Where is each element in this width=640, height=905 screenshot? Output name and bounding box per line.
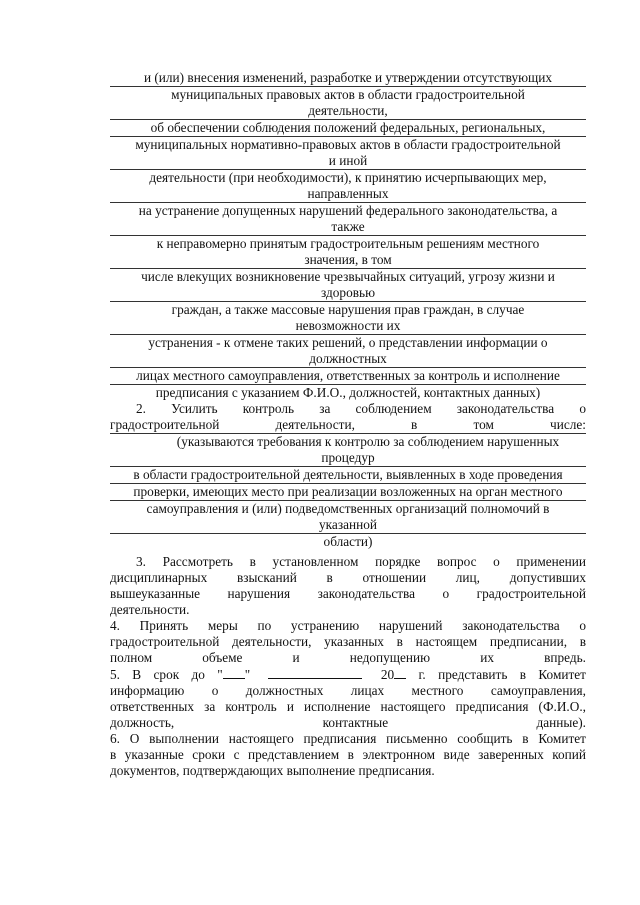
underlined-line: деятельности,	[110, 103, 586, 120]
document-body	[110, 70, 586, 779]
underlined-line: невозможности их	[110, 318, 586, 335]
day-blank	[223, 666, 245, 679]
item-6	[110, 731, 586, 779]
underlined-line: граждан, а также массовые нарушения прав граждан, в случае	[171, 302, 525, 317]
year-prefix: 20	[380, 667, 395, 682]
paragraph-line: вышеуказанные нарушения законодательства о градостроительной	[110, 586, 586, 601]
paragraph-line: документов, подтверждающих выполнение предписания.	[110, 763, 435, 778]
month-blank	[268, 666, 362, 679]
item-3	[110, 554, 586, 618]
paragraph-line: деятельности.	[110, 602, 190, 617]
underlined-line: в области градостроительной деятельности, выявленных в ходе проведения	[110, 467, 586, 484]
underlined-block-requirements	[110, 70, 586, 401]
underlined-line: здоровью	[110, 285, 586, 302]
item-2-line-2: градостроительной деятельности, в том числе:	[110, 417, 586, 432]
paragraph-line: полном объеме и недопущению их впредь.	[110, 650, 586, 665]
underlined-line: об обеспечении соблюдения положений федеральных, региональных,	[110, 120, 586, 137]
paragraph-line: дисциплинарных взысканий в отношении лиц, допустивших	[110, 570, 586, 585]
item-4	[110, 618, 586, 666]
quote-close: "	[244, 667, 251, 682]
paragraph-line: 4. Принять меры по устранению нарушений законодательства о	[110, 618, 586, 633]
deadline-suffix: г. представить в Комитет	[418, 667, 586, 682]
underlined-line: значения, в том	[110, 252, 586, 269]
paragraph-line: ответственных за контроль и исполнение настоящего предписания (Ф.И.О.,	[110, 699, 586, 714]
underlined-line: также	[110, 219, 586, 236]
underlined-line: и (или) внесения изменений, разработке и утверждении отсутствующих	[110, 70, 586, 87]
year-blank	[394, 666, 406, 679]
underlined-line: процедур	[110, 450, 586, 467]
underlined-line: числе влекущих возникновение чрезвычайных ситуаций, угрозу жизни и	[141, 269, 555, 284]
underlined-line: лицах местного самоуправления, ответственных за контроль и исполнение	[110, 368, 586, 385]
underlined-line: к неправомерно принятым градостроительным решениям местного	[156, 236, 540, 251]
underlined-line: муниципальных нормативно-правовых актов в области градостроительной	[135, 137, 561, 152]
paragraph-line: 3. Рассмотреть в установленном порядке вопрос о применении	[136, 554, 586, 569]
paragraph-line: информацию о должностных лицах местного самоуправления,	[110, 683, 586, 698]
underlined-line: области)	[323, 534, 373, 549]
underlined-line: на устранение допущенных нарушений федерального законодательства, а	[138, 203, 558, 218]
underlined-line: указанной	[110, 517, 586, 534]
underlined-line: муниципальных правовых актов в области градостроительной	[171, 87, 525, 102]
paragraph-line: должность, контактные данные).	[110, 715, 586, 730]
underlined-line: устранения - к отмене таких решений, о представлении информации о	[148, 335, 548, 350]
underlined-line: самоуправления и (или) подведомственных организаций полномочий в	[146, 501, 550, 516]
deadline-line	[110, 666, 586, 683]
paragraph-line: градостроительной деятельности, указанных в настоящем предписании, в	[110, 634, 586, 649]
item-5	[110, 666, 586, 731]
underlined-block-control	[110, 434, 586, 550]
underlined-line: и иной	[110, 153, 586, 170]
underlined-line: (указываются требования к контролю за соблюдением нарушенных	[176, 434, 560, 449]
item-2-line-1: 2. Усилить контроль за соблюдением законодательства о	[136, 401, 586, 416]
underlined-line: должностных	[110, 351, 586, 368]
paragraph-line: в указанные сроки с представлением в электронном виде заверенных копий	[110, 747, 586, 762]
deadline-prefix: 5. В срок до "	[110, 667, 223, 682]
underlined-line: деятельности (при необходимости), к принятию исчерпывающих мер,	[149, 170, 547, 185]
underlined-line: проверки, имеющих место при реализации возложенных на орган местного	[110, 484, 586, 501]
underlined-line: направленных	[110, 186, 586, 203]
underlined-line: предписания с указанием Ф.И.О., должностей, контактных данных)	[155, 385, 541, 400]
paragraph-line: 6. О выполнении настоящего предписания письменно сообщить в Комитет	[110, 731, 586, 746]
